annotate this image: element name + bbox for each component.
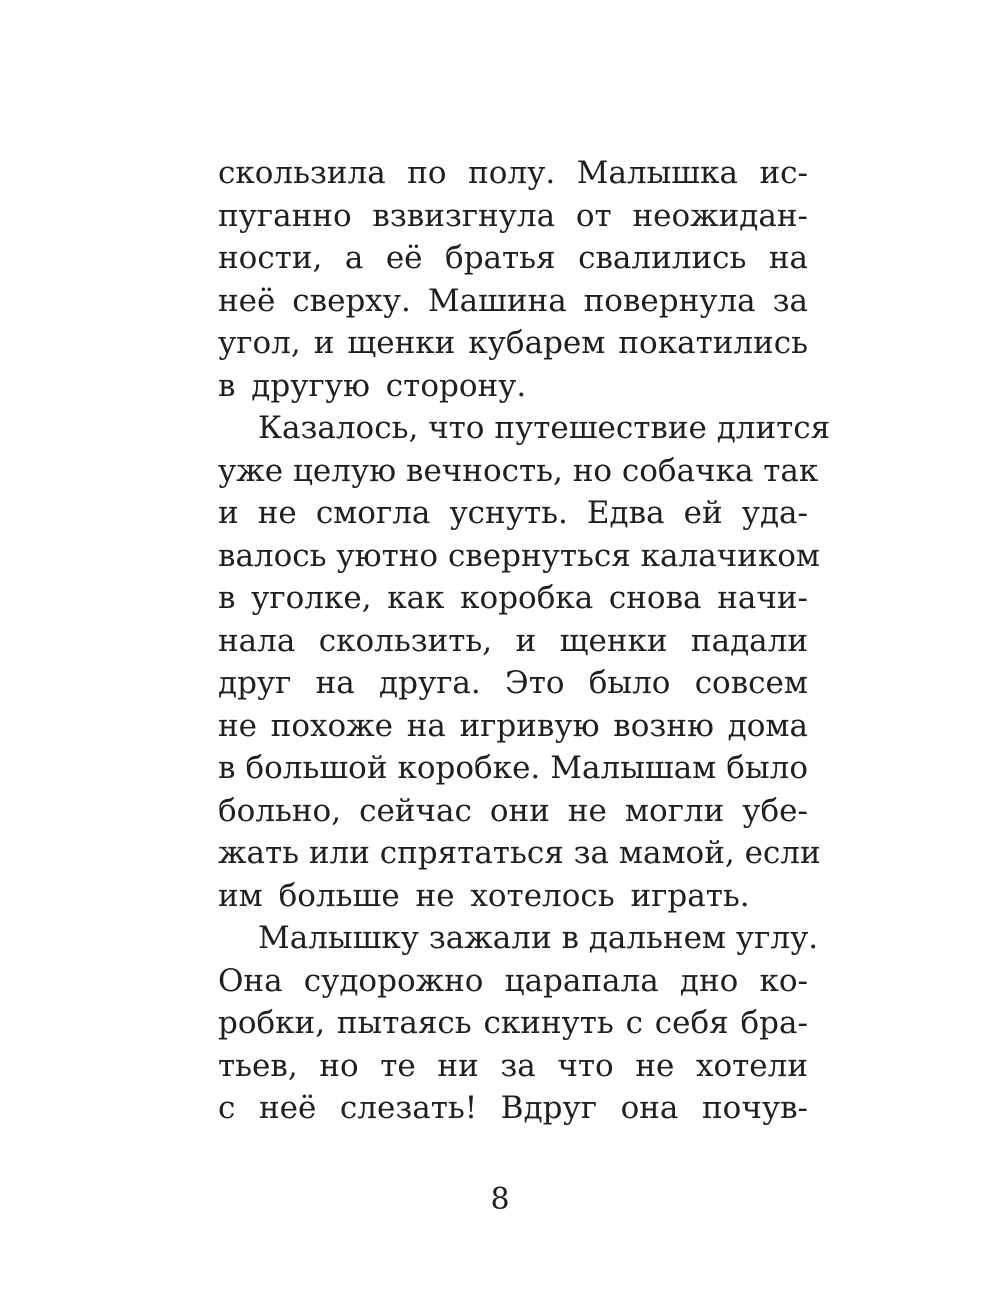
text-line: друг на друга. Это было совсем [218,665,808,701]
text-line: Малышку зажали в дальнем углу. [258,920,819,956]
text-line: с неё слезать! Вдруг она почув- [218,1090,808,1126]
text-line: тьев, но те ни за что не хотели [218,1047,808,1084]
body-text [218,152,831,1130]
text-line: Она судорожно царапала дно ко- [218,962,808,999]
text-line: им больше не хотелось играть. [218,877,750,914]
text-line: Казалось, что путешествие длится [258,410,831,446]
text-line: больно, сейчас они не могли убе- [218,792,808,829]
text-line: валось уютно свернуться калачиком [218,537,820,574]
text-line: жать или спрятаться за мамой, если [218,835,821,871]
text-line: уже целую вечность, но собачка так [218,452,819,489]
page-number: 8 [490,1182,510,1217]
text-line: угол, и щенки кубарем покатились [218,325,808,361]
text-line: и не смогла уснуть. Едва ей уда- [218,495,808,531]
text-line: ности, а её братья свалились на [218,240,808,276]
text-line: неё сверху. Машина повернула за [218,282,808,319]
text-line: нала скользить, и щенки падали [218,622,808,659]
text-line: в большой коробке. Малышам было [218,750,808,786]
text-line: робки, пытаясь скинуть с себя бра- [218,1005,808,1041]
text-line: в уголке, как коробка снова начи- [218,580,808,616]
text-line: не похоже на игривую возню дома [218,707,808,744]
text-line: пуганно взвизгнула от неожидан- [218,197,808,234]
text-line: скользила по полу. Малышка ис- [218,155,808,191]
text-line: в другую сторону. [218,367,527,404]
